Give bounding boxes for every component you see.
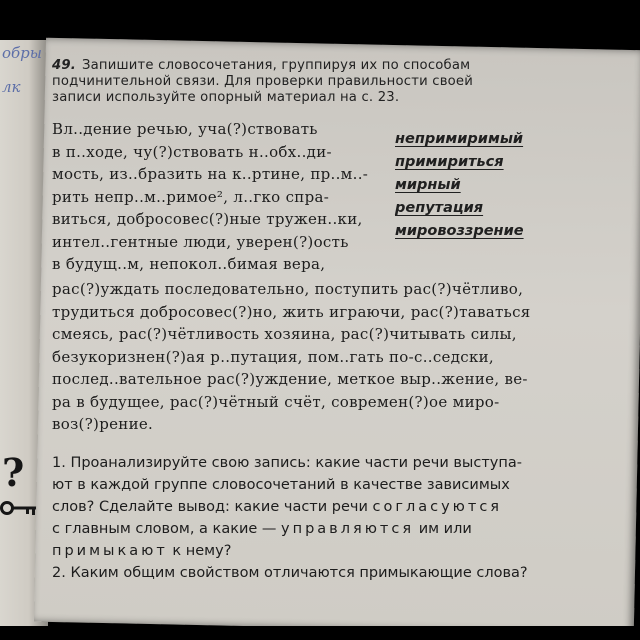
exercise-instruction [52, 58, 562, 106]
phrase-line: трудиться добросовес(?)но, жить играючи, рас(?)таваться [52, 302, 531, 321]
vocabulary-word: непримиримый [395, 131, 524, 147]
question-mark-icon: ? [2, 450, 25, 495]
question-line [52, 518, 612, 540]
handwritten-note: лк [2, 78, 21, 96]
term-govern: управляются [281, 521, 415, 537]
question-text: слов? Сделайте вывод: какие части речи [52, 499, 368, 515]
instruction-line: подчинительной связи. Для проверки правильности своей [52, 74, 474, 89]
phrase-line: виться, добросовес(?)ные тружен..ки, [52, 210, 363, 228]
phrase-line: в будущ..м, непокол..бимая вера, [52, 255, 326, 273]
phrases-column [52, 118, 397, 276]
questions-block [52, 452, 612, 584]
question-text: с главным словом, а какие — [52, 521, 277, 537]
question-line [52, 496, 612, 518]
question-text: к нему? [172, 543, 232, 559]
exercise-number: 49. [52, 58, 76, 73]
phrase-line: смеясь, рас(?)чётливость хозяина, рас(?)читывать силы, [52, 325, 517, 343]
vocabulary-word: мирный [395, 177, 461, 193]
bottom-black-border [0, 626, 640, 640]
phrase-line: послед..вательное рас(?)уждение, меткое выр..жение, ве- [52, 370, 528, 388]
phrase-line: рас(?)уждать последовательно, поступить рас(?)чётливо, [52, 280, 524, 298]
instruction-line: Запишите словосочетания, группируя их по способам [81, 58, 471, 73]
instruction-line: записи используйте опорный материал на с. 23. [52, 90, 400, 105]
question-2: 2. Каким общим свойством отличаются примыкающие слова? [52, 565, 528, 581]
phrase-line: безукоризнен(?)ая р..путация, пом..гать по-с..седски, [52, 347, 494, 366]
handwritten-note: обры [2, 44, 43, 62]
term-agree: согласуются [372, 499, 503, 515]
phrase-line: в п..ходе, чу(?)ствовать н..обх..ди- [52, 142, 332, 161]
phrase-line: мость, из..бразить на к..ртине, пр..м..- [52, 165, 369, 183]
phrase-line: интел..гентные люди, уверен(?)ость [52, 232, 349, 251]
phrases-continued [52, 278, 612, 436]
phrase-line: Вл..дение речью, уча(?)ствовать [52, 120, 318, 138]
vocabulary-box [395, 128, 570, 243]
vocabulary-word: репутация [395, 200, 484, 216]
key-icon [0, 500, 38, 516]
phrase-line: рить непр..м..римое², л..гко спра- [52, 187, 330, 206]
phrase-line: воз(?)рение. [52, 415, 154, 433]
phrase-line: ра в будущее, рас(?)чётный счёт, современ(?)ое миро- [52, 392, 500, 411]
term-adjoin: примыкают [52, 543, 168, 559]
question-line: ют в каждой группе словосочетаний в качестве зависимых [52, 477, 510, 493]
vocabulary-word: мировоззрение [395, 223, 524, 239]
question-line [52, 540, 612, 562]
vocabulary-word: примириться [395, 154, 504, 170]
top-black-border [0, 0, 640, 42]
question-line: 1. Проанализируйте свою запись: какие части речи выступа- [52, 455, 522, 471]
question-text: им или [418, 521, 472, 537]
